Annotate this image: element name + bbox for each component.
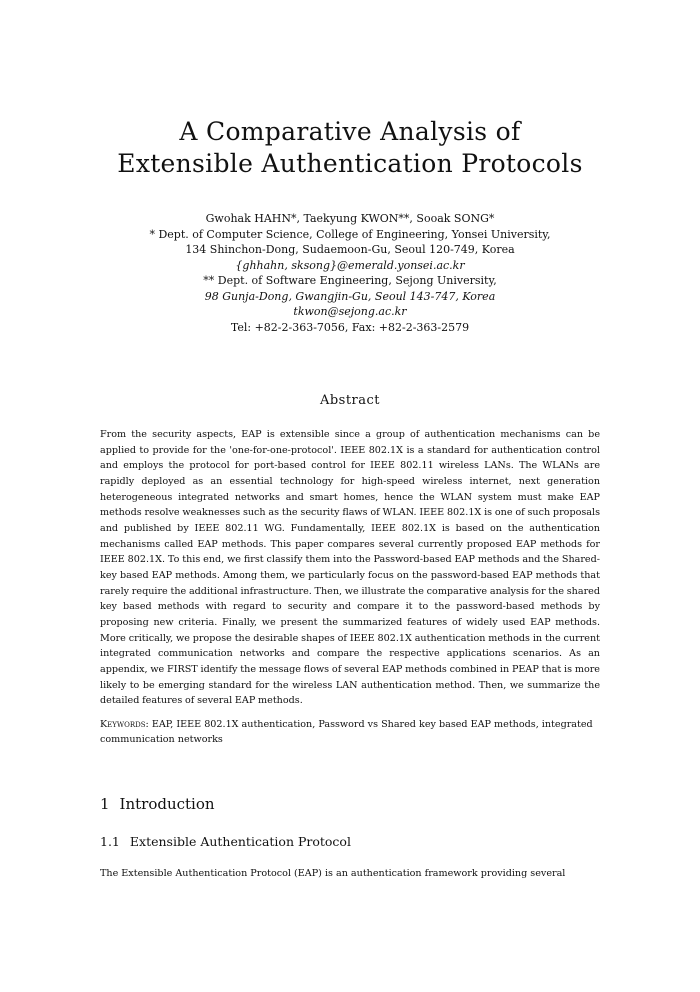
keywords [100,717,600,748]
section-heading-introduction [100,795,215,813]
keywords-text: EAP, IEEE 802.1X authentication, Password vs Shared key based EAP methods, integrated communication networks [100,719,593,746]
address-1: 134 Shinchon-Dong, Sudaemoon-Gu, Seoul 120-749, Korea [185,243,515,256]
author-names: Gwohak HAHN*, Taekyung KWON**, Sooak SONG* [205,212,495,225]
paper-title [0,116,700,180]
abstract-text: From the security aspects, EAP is extensible since a group of authentication mechanisms can be applied to provide for the 'one-for-one-protocol'. IEEE 802.1X is a standard for authentication control and employs the protocol for port-based control for IEEE 802.11 wireless LANs. The WLANs are rapidly deployed as an essential technology for high-speed wireless internet, next generation heterogeneous integrated networks and smart homes, hence the WLAN system must make EAP methods resolve weaknesses such as the security flaws of WLAN. IEEE 802.1X is one of such proposals and published by IEEE 802.11 WG. Fundamentally, IEEE 802.1X is based on the authentication mechanisms called EAP methods. This paper compares several currently proposed EAP methods for IEEE 802.1X. To this end, we first classify them into the Password-based EAP methods and the Shared-key based EAP methods. Among them, we particularly focus on the password-based EAP methods that rarely require the additional infrastructure. Then, we illustrate the comparative analysis for the shared key based methods with regard to security and compare it to the password-based methods by proposing new criteria. Finally, we present the summarized features of widely used EAP methods. More critically, we propose the desirable shapes of IEEE 802.1X authentication methods in the current integrated communication networks and compare the respective applications scenarios. As an appendix, we FIRST identify the message flows of several EAP methods combined in PEAP that is more likely to be emerging standard for the wireless LAN authentication method. Then, we summarize the detailed features of several EAP methods. [100,429,600,707]
emails-1: {ghhahn, sksong}@emerald.yonsei.ac.kr [235,258,465,272]
section-number: 1 [100,795,110,813]
author-block [0,211,700,335]
contact-info: Tel: +82-2-363-7056, Fax: +82-2-363-2579 [230,320,470,334]
title-line-1: A Comparative Analysis of [179,117,521,146]
subsection-title: Extensible Authentication Protocol [129,834,351,849]
abstract-heading: Abstract [319,393,381,408]
address-2: 98 Gunja-Dong, Gwangjin-Gu, Seoul 143-747, Korea [204,289,496,303]
subsection-number: 1.1 [100,834,120,849]
title-line-2: Extensible Authentication Protocols [117,149,583,178]
affiliation-2: ** Dept. of Software Engineering, Sejong University, [203,274,497,287]
affiliation-1: * Dept. of Computer Science, College of Engineering, Yonsei University, [149,227,551,241]
section-title: Introduction [119,795,215,813]
email-2: tkwon@sejong.ac.kr [293,305,407,318]
keywords-label: Keywords: [100,719,149,730]
body-paragraph: The Extensible Authentication Protocol (EAP) is an authentication framework providing several [100,868,566,879]
subsection-heading-eap [100,834,351,849]
